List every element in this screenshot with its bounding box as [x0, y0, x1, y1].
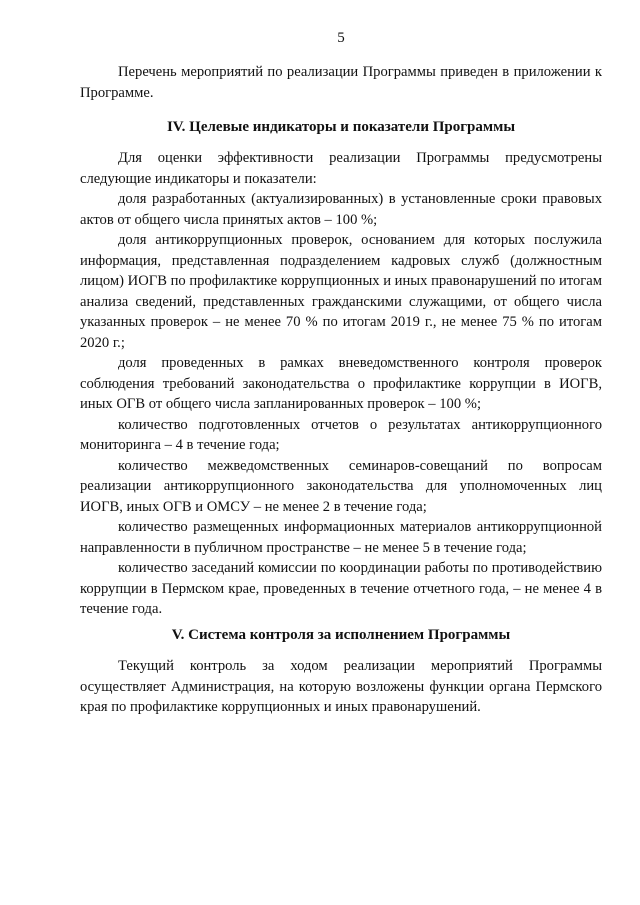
section-5-heading-block	[80, 625, 602, 646]
indicator-item-4: количество подготовленных отчетов о результатах антикоррупционного мониторинга – 4 в течение года;	[80, 416, 602, 453]
section-5-body	[80, 656, 602, 718]
section-5-heading: V. Система контроля за исполнением Программы	[171, 627, 511, 643]
indicator-item-3: доля проведенных в рамках вневедомственного контроля проверок соблюдения требований законодательства о профилактике коррупции в ИОГВ, иных ОГВ от общего числа запланированных проверок – 100 %;	[80, 355, 602, 412]
page-number: 5	[337, 30, 345, 46]
section-4-body	[80, 148, 602, 620]
indicator-item-7: количество заседаний комиссии по координации работы по противодействию коррупции в Пермском крае, проведенных в течение отчетного года, – не менее 4 в течение года.	[80, 560, 602, 617]
intro-paragraph: Перечень мероприятий по реализации Программы приведен в приложении к Программе.	[80, 64, 602, 101]
indicator-item-6: количество размещенных информационных материалов антикоррупционной направленности в публичном пространстве – не менее 5 в течение года;	[80, 519, 602, 556]
indicator-item-2: доля антикоррупционных проверок, основанием для которых послужила информация, представленная подразделением кадровых служб (должностным лицом) ИОГВ по профилактике коррупционных и иных правонарушений по итогам анализа сведений, представленных гражданскими служащими, от общего числа указанных проверок – не менее 70 % по итогам 2019 г., не менее 75 % по итогам 2020 г.;	[80, 232, 602, 351]
indicator-item-1: доля разработанных (актуализированных) в установленные сроки правовых актов от общего числа принятых актов – 100 %;	[80, 191, 602, 228]
section-4-lead: Для оценки эффективности реализации Программы предусмотрены следующие индикаторы и показатели:	[80, 150, 602, 187]
section-5-paragraph: Текущий контроль за ходом реализации мероприятий Программы осуществляет Администрация, на которую возложены функции органа Пермского края по профилактике коррупционных и иных правонарушений.	[80, 658, 602, 715]
section-4-heading-block	[80, 117, 602, 138]
indicator-item-5: количество межведомственных семинаров-совещаний по вопросам реализации антикоррупционного законодательства для уполномоченных лиц ИОГВ, иных ОГВ и ОМСУ – не менее 2 в течение года;	[80, 457, 602, 515]
intro-block	[80, 62, 602, 103]
section-4-heading: IV. Целевые индикаторы и показатели Программы	[166, 119, 516, 135]
